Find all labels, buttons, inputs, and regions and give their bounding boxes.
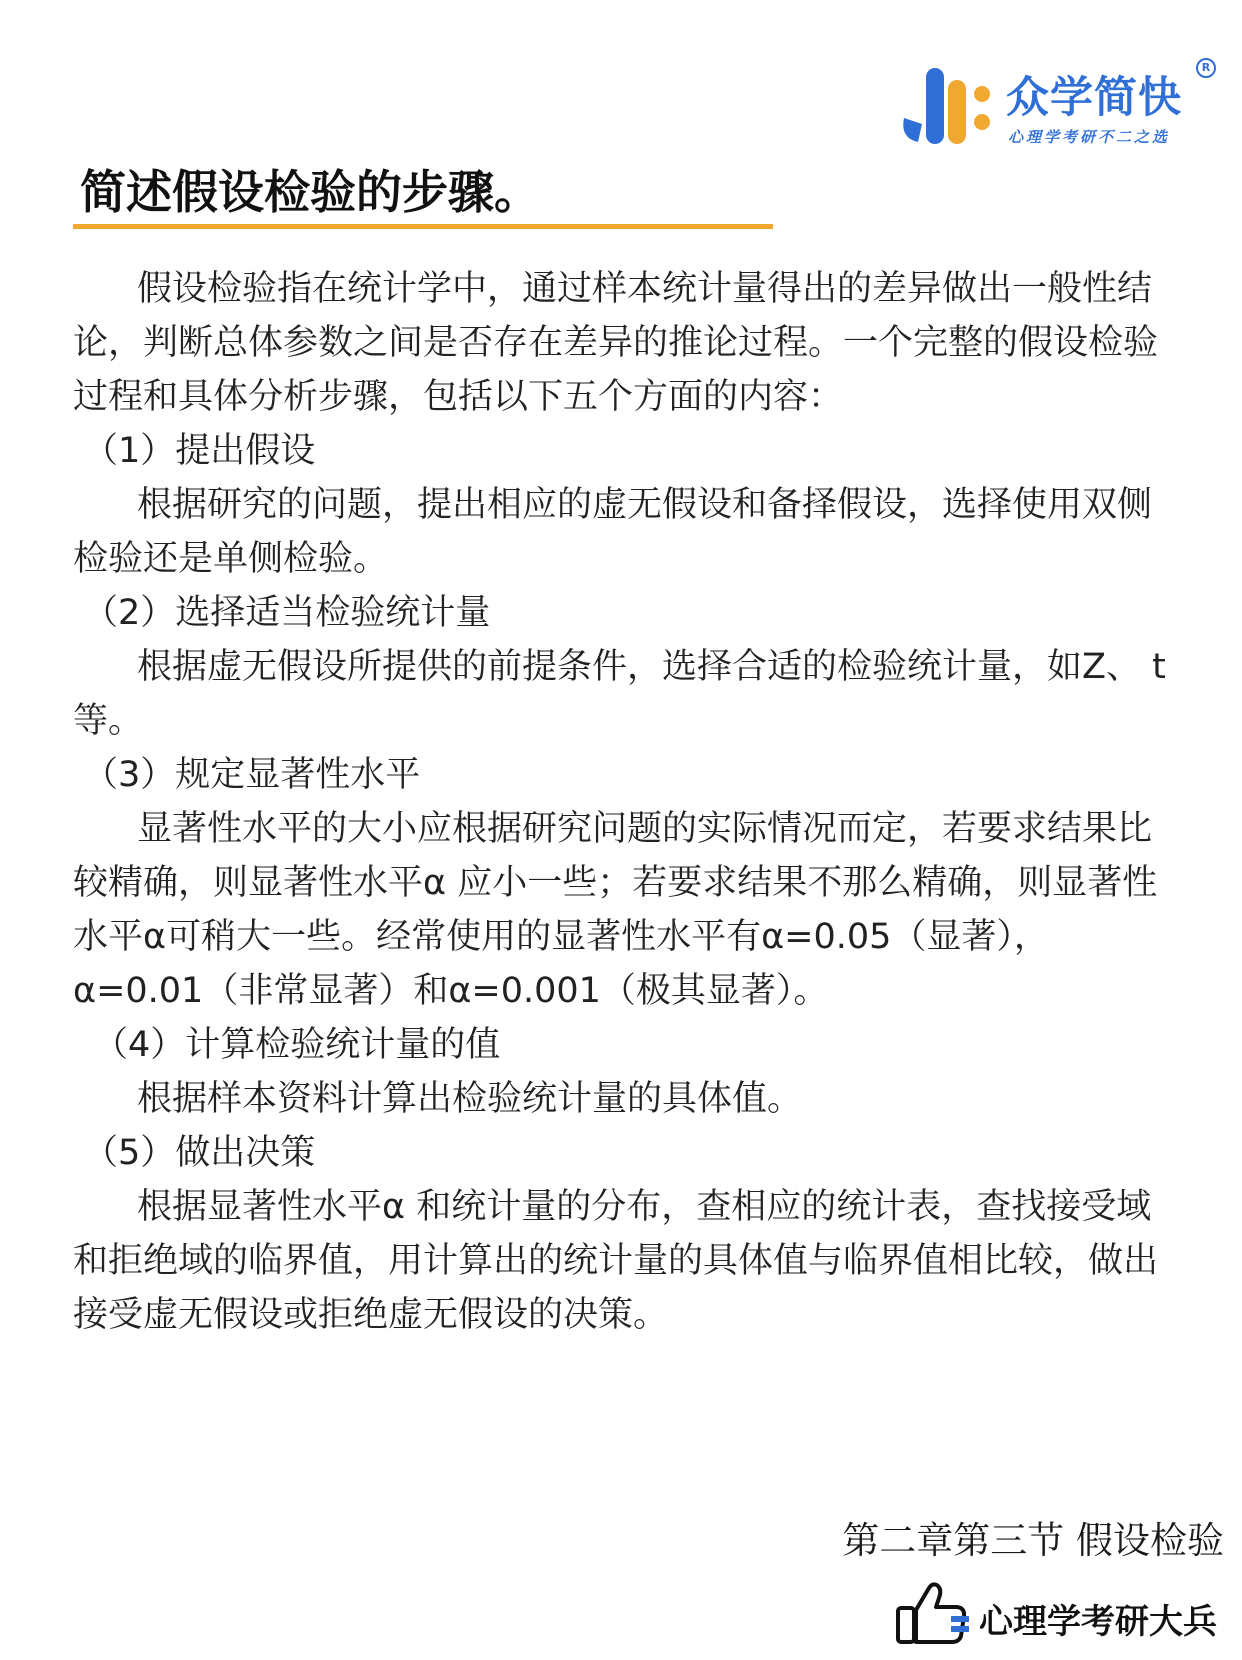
intro-paragraph: 假设检验指在统计学中，通过样本统计量得出的差异做出一般性结论，判断总体参数之间是否存在差异的推论过程。一个完整的假设检验过程和具体分析步骤，包括以下五个方面的内容：: [73, 269, 1159, 417]
step-body: 根据显著性水平α 和统计量的分布，查相应的统计表，查找接受域和拒绝域的临界值，用计算出的统计量的具体值与临界值相比较，做出接受虚无假设或拒绝虚无假设的决策。: [73, 1187, 1159, 1335]
brand-tagline: 心理学考研不二之选: [1008, 128, 1171, 146]
brand-logo-mark-icon: [898, 60, 998, 150]
step-body: 根据研究的问题，提出相应的虚无假设和备择假设，选择使用双侧检验还是单侧检验。: [73, 485, 1153, 579]
step-heading: （3）规定显著性水平: [83, 755, 421, 795]
brand-name: 众学简快: [1006, 73, 1182, 123]
account-signature: [895, 1580, 1240, 1646]
registered-mark: R: [1196, 58, 1216, 78]
page-title: 简述假设检验的步骤。: [80, 165, 540, 219]
step-heading: （1）提出假设: [83, 431, 316, 471]
step-heading: （4）计算检验统计量的值: [93, 1025, 501, 1065]
chapter-label: 第二章第三节 假设检验: [842, 1519, 1224, 1562]
article-body: [73, 262, 1173, 1342]
account-name: 心理学考研大兵: [979, 1602, 1217, 1642]
step-body: 根据虚无假设所提供的前提条件，选择合适的检验统计量，如Z、 t 等。: [73, 647, 1166, 741]
step-body: 显著性水平的大小应根据研究问题的实际情况而定，若要求结果比较精确，则显著性水平α 应小一些；若要求结果不那么精确，则显著性水平α可稍大一些。经常使用的显著性水平有α=0.05（显著），α=0.01（非常显著）和α=0.001（极其显著）。: [73, 809, 1158, 1011]
step-body: 根据样本资料计算出检验统计量的具体值。: [137, 1079, 803, 1119]
step-heading: （2）选择适当检验统计量: [83, 593, 491, 633]
step-heading: （5）做出决策: [83, 1133, 316, 1173]
brand-logo: [898, 58, 1218, 154]
thumbs-up-icon: [895, 1580, 971, 1646]
title-underline: [73, 224, 773, 229]
